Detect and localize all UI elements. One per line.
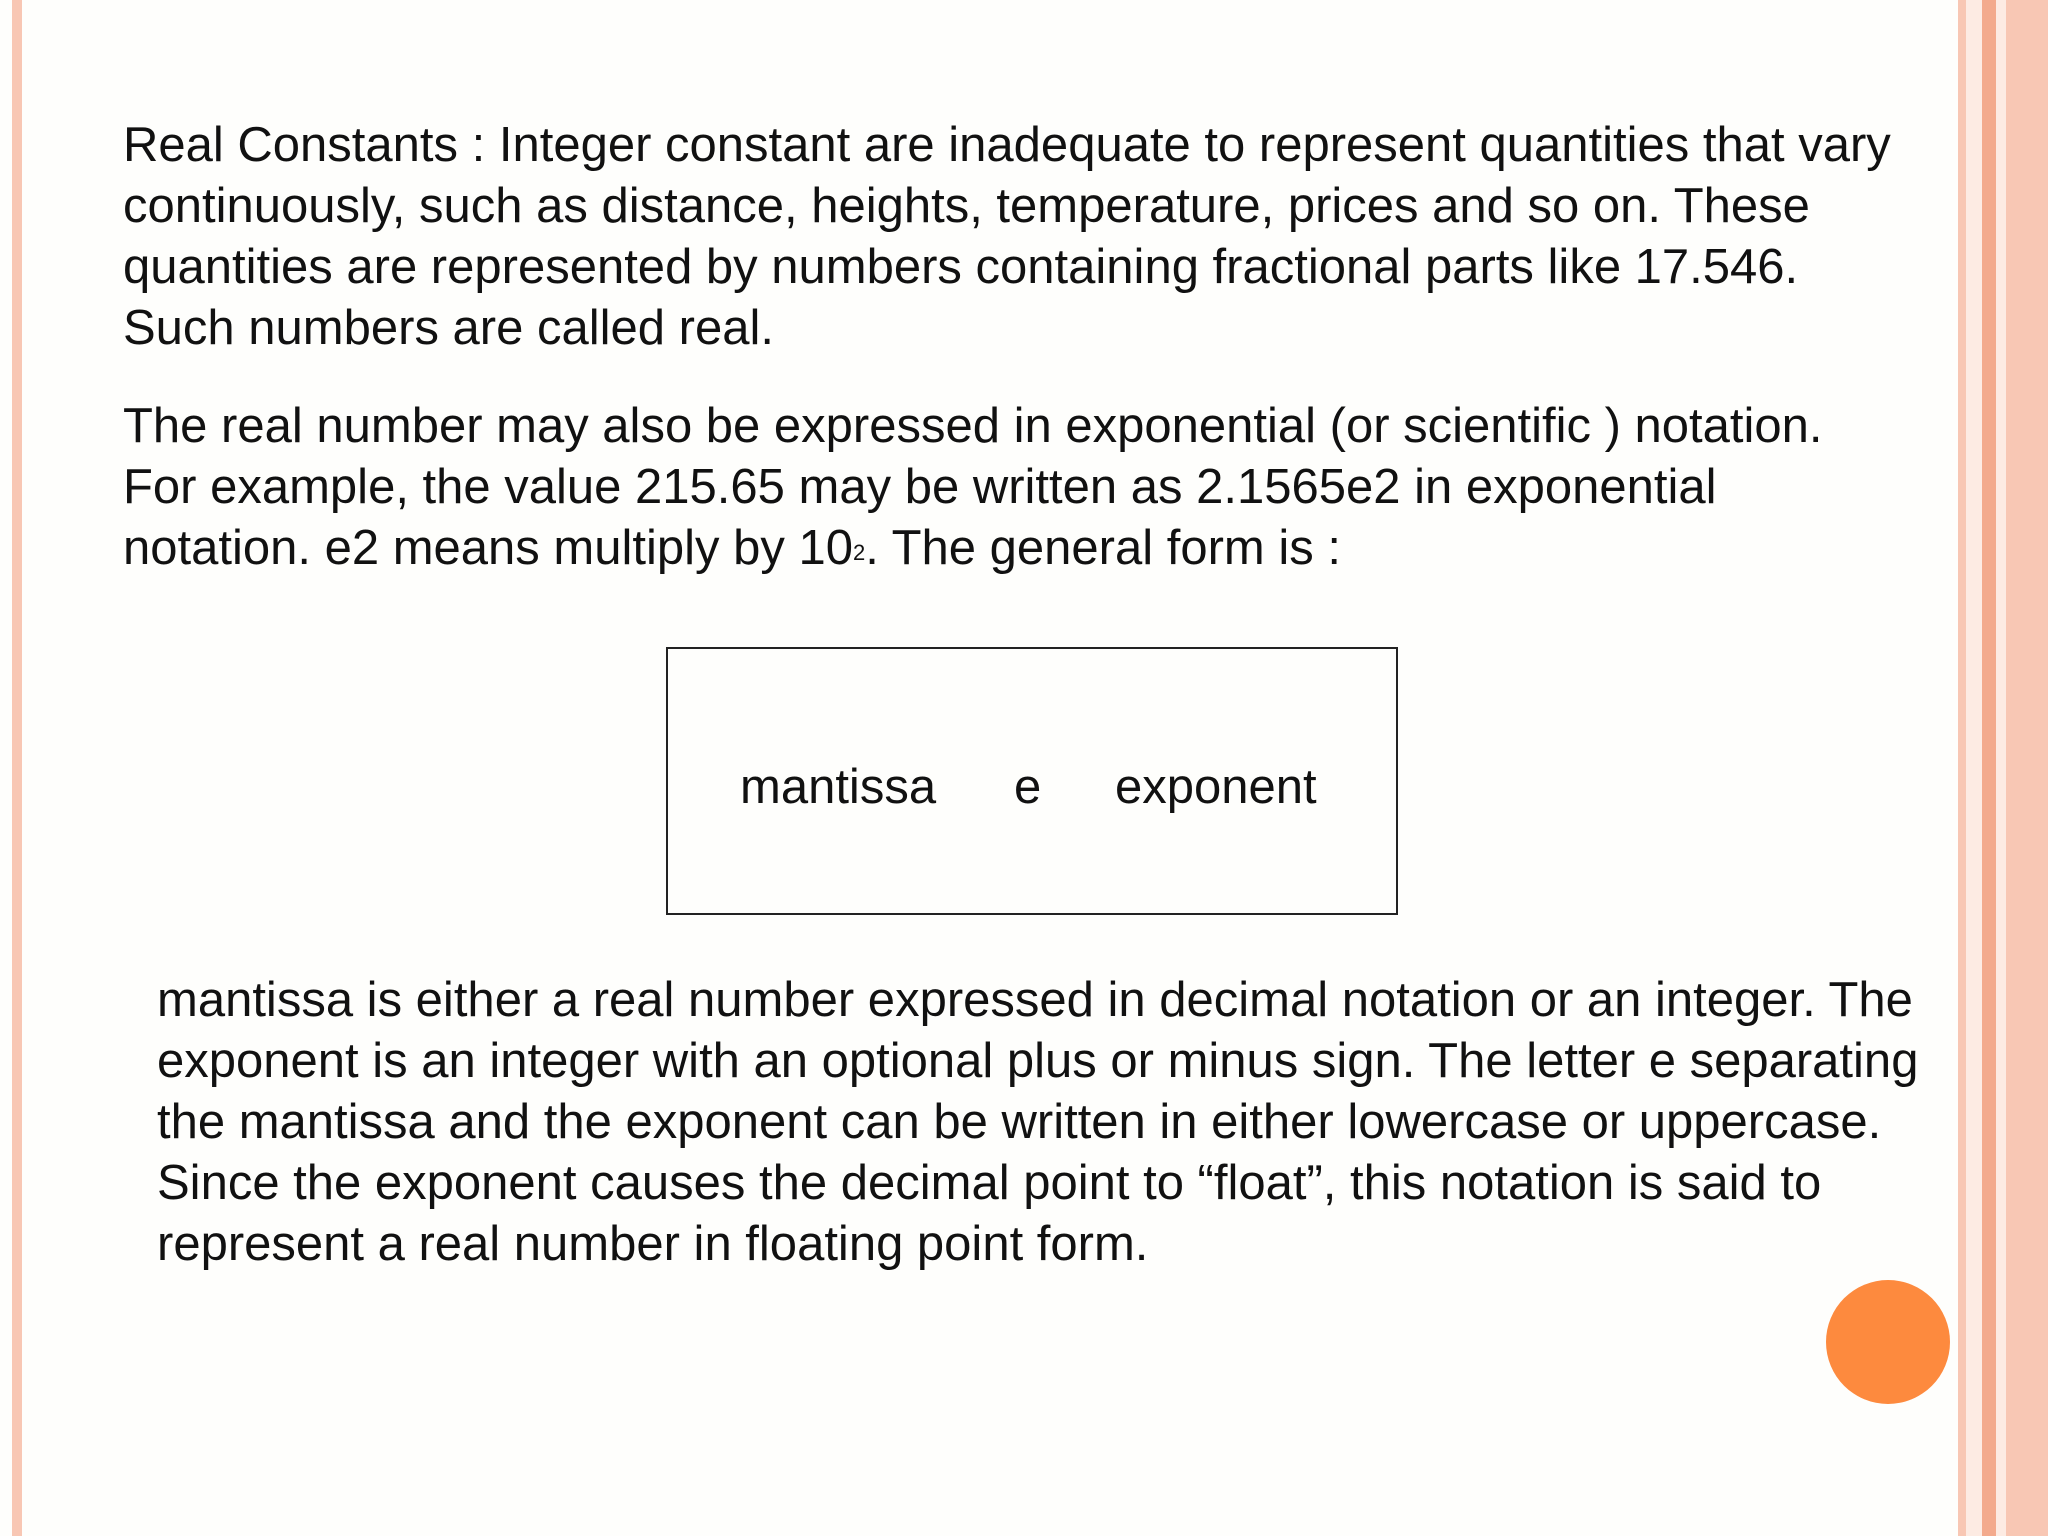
exponent-superscript: 2: [852, 540, 866, 565]
right-border-stripe-5: [2006, 0, 2048, 1536]
general-form-box: [666, 647, 1398, 915]
mantissa-explanation-paragraph: mantissa is either a real number expressed in decimal notation or an integer. The exponent is an integer with an optional plus or minus sign. The letter e separating the mantissa and the exponent can be written in either lowercase or uppercase. Since the exponent causes the decimal point to “float”, this notation is said to represent a real number in floating point form.: [157, 973, 1919, 1271]
formula-exponent: exponent: [1115, 760, 1317, 814]
real-constants-paragraph: Real Constants : Integer constant are inadequate to represent quantities that vary continuously, such as distance, heights, temperature, prices and so on. These quantities are represented by numbers containing fractional parts like 17.546. Such numbers are called real.: [123, 118, 1891, 355]
exponential-notation-paragraph: [123, 396, 2003, 579]
formula-mantissa: mantissa: [740, 760, 937, 814]
decorative-circle: [1826, 1280, 1950, 1404]
left-border-stripe: [12, 0, 22, 1536]
exponential-intro-text: The real number may also be expressed in exponential (or scientific ) notation. For example, the value 215.65 may be written as 2.1565e2 in exponential notation. e2 means multiply by 10: [123, 399, 1823, 575]
exponential-tail-text: . The general form is :: [865, 521, 1341, 575]
formula-e: e: [1014, 760, 1042, 814]
